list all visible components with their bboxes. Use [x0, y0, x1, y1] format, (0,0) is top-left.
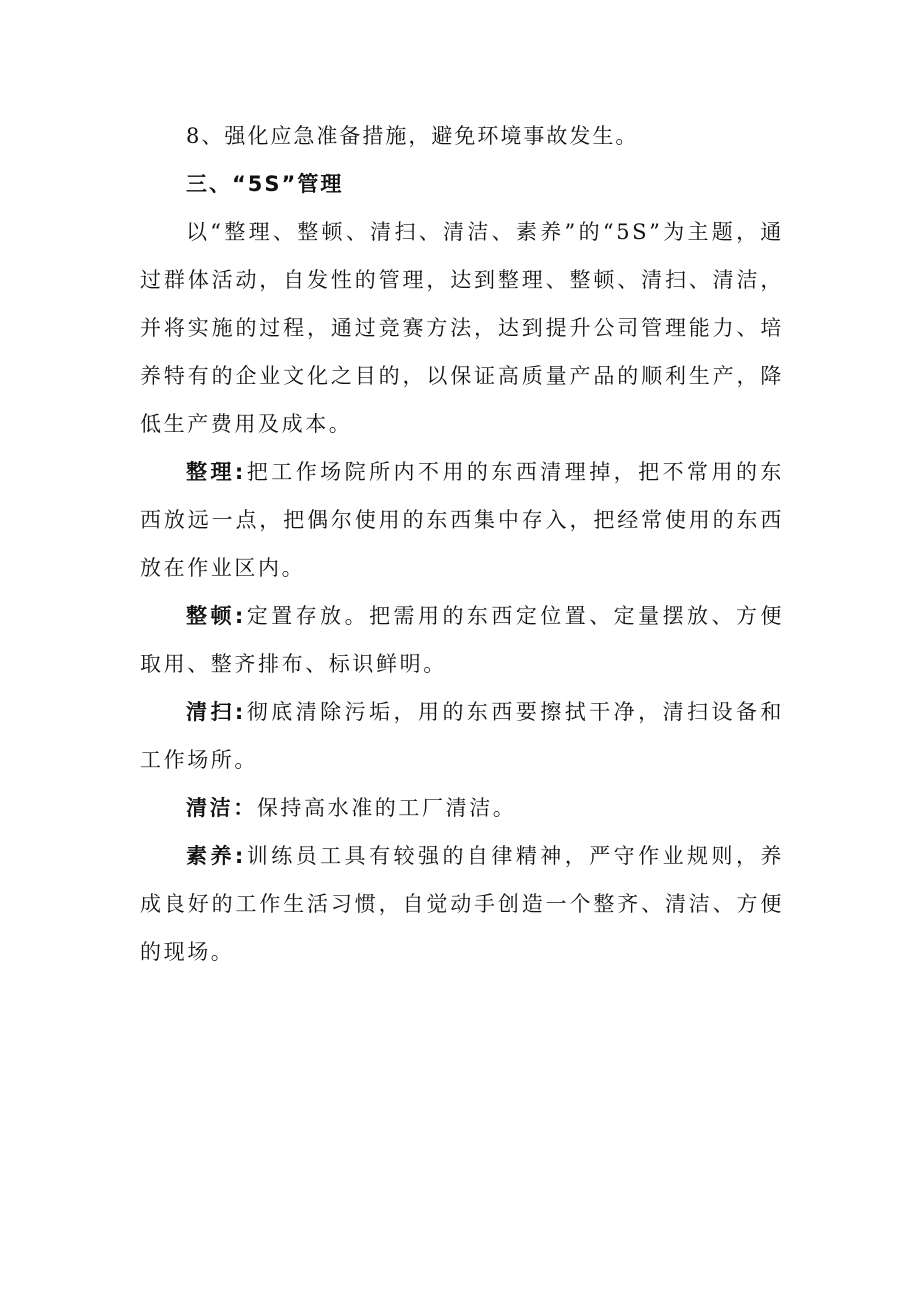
- definition-text: 把工作场院所内不用的东西清理掉，把不常用的东西放远一点，把偶尔使用的东西集中存入，把经常使用的东西放在作业区内。: [140, 460, 784, 580]
- section-heading: 三、“5S”管理: [186, 172, 344, 196]
- definition-text: 保持高水准的工厂清洁。: [256, 796, 517, 820]
- definition-term: 整理:: [186, 460, 246, 484]
- definition-text: 定置存放。把需用的东西定位置、定量摆放、方便取用、整齐排布、标识鲜明。: [140, 604, 784, 676]
- list-item-8: 8、强化应急准备措施，避免环境事故发生。: [186, 124, 639, 148]
- definition-shitsuke: [140, 832, 784, 976]
- definition-seiso: [140, 688, 784, 784]
- definition-text: 训练员工具有较强的自律精神，严守作业规则，养成良好的工作生活习惯，自觉动手创造一个整齐、清洁、方便的现场。: [140, 844, 784, 964]
- intro-paragraph: 以“整理、整顿、清扫、清洁、素养”的“5S”为主题，通过群体活动，自发性的管理，达到整理、整顿、清扫、清洁，并将实施的过程，通过竞赛方法，达到提升公司管理能力、培养特有的企业文化之目的，以保证高质量产品的顺利生产，降低生产费用及成本。: [140, 220, 784, 436]
- definition-seiri: [140, 448, 784, 592]
- definition-text: 彻底清除污垢，用的东西要擦拭干净，清扫设备和工作场所。: [140, 700, 784, 772]
- document-page: [140, 112, 784, 976]
- definition-seiketsu: [140, 784, 784, 832]
- definition-seiton: [140, 592, 784, 688]
- definition-term: 整顿:: [186, 604, 246, 628]
- definition-term: 清扫:: [186, 700, 246, 724]
- definition-term: 素养:: [186, 844, 246, 868]
- definition-term: 清洁：: [186, 796, 257, 820]
